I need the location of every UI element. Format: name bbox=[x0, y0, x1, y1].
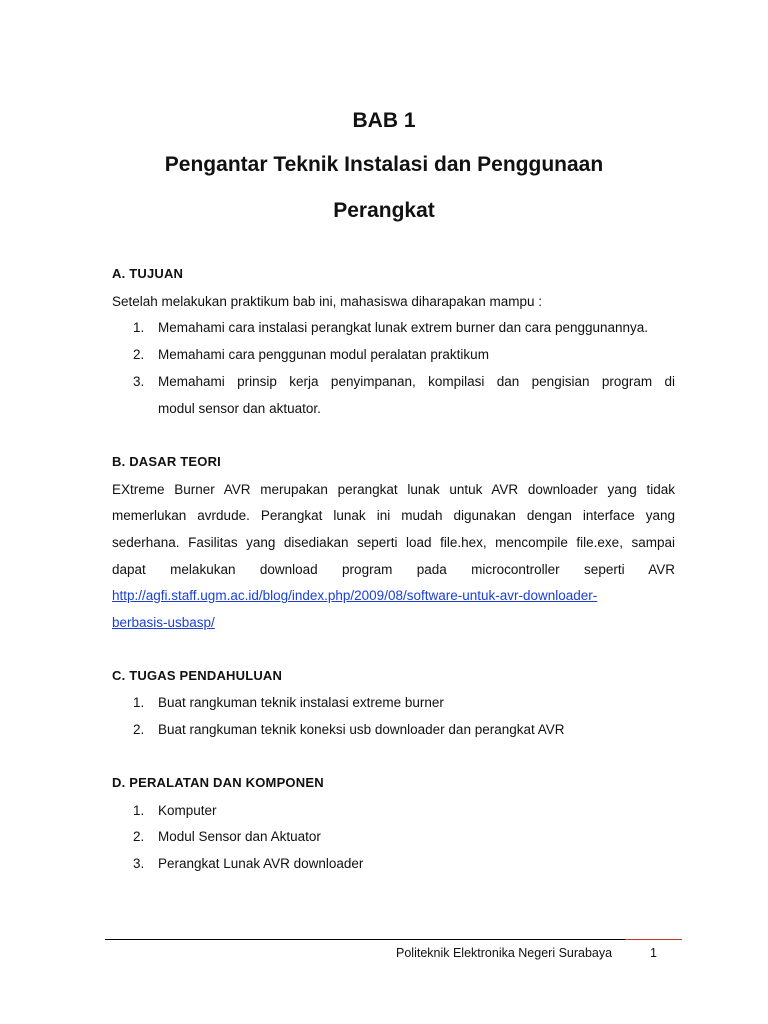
list-item: Buat rangkuman teknik koneksi usb downloader dan perangkat AVR bbox=[158, 722, 565, 737]
section-b-heading: B. DASAR TEORI bbox=[112, 454, 221, 469]
footer-institution: Politeknik Elektronika Negeri Surabaya bbox=[396, 946, 613, 960]
paragraph-line: memerlukan avrdude. Perangkat lunak ini mudah digunakan dengan interface yang bbox=[112, 508, 675, 523]
list-item: Modul Sensor dan Aktuator bbox=[158, 829, 321, 844]
chapter-title-line2: Perangkat bbox=[333, 199, 435, 222]
list-item-number: 1. bbox=[133, 803, 145, 818]
footer-rule bbox=[105, 939, 625, 940]
list-item-continuation: modul sensor dan aktuator. bbox=[158, 401, 321, 416]
list-item-number: 3. bbox=[133, 374, 145, 389]
reference-link[interactable]: http://agfi.staff.ugm.ac.id/blog/index.php/2009/08/software-untuk-avr-downloader- bbox=[112, 588, 598, 603]
list-item-number: 1. bbox=[133, 320, 145, 335]
paragraph-line: EXtreme Burner AVR merupakan perangkat lunak untuk AVR downloader yang tidak bbox=[112, 482, 675, 497]
list-item-number: 2. bbox=[133, 722, 145, 737]
page-number: 1 bbox=[650, 946, 657, 960]
list-item: Memahami cara penggunan modul peralatan praktikum bbox=[158, 347, 489, 362]
chapter-title-line1: Pengantar Teknik Instalasi dan Penggunaan bbox=[164, 153, 604, 176]
footer-rule-accent bbox=[625, 939, 682, 940]
list-item: Perangkat Lunak AVR downloader bbox=[158, 856, 364, 871]
section-a-heading: A. TUJUAN bbox=[112, 266, 184, 281]
reference-link-continuation[interactable]: berbasis-usbasp/ bbox=[112, 615, 215, 630]
list-item: Buat rangkuman teknik instalasi extreme burner bbox=[158, 695, 444, 710]
section-a-intro: Setelah melakukan praktikum bab ini, mahasiswa diharapakan mampu : bbox=[112, 294, 542, 309]
list-item: Memahami prinsip kerja penyimpanan, kompilasi dan pengisian program di bbox=[158, 374, 675, 389]
list-item-number: 1. bbox=[133, 695, 145, 710]
chapter-number: BAB 1 bbox=[352, 109, 416, 132]
paragraph-line: sederhana. Fasilitas yang disediakan seperti load file.hex, mencompile file.exe, sampai bbox=[112, 535, 675, 550]
paragraph-line: dapat melakukan download program pada microcontroller seperti AVR bbox=[112, 562, 675, 577]
list-item-number: 2. bbox=[133, 829, 145, 844]
section-c-heading: C. TUGAS PENDAHULUAN bbox=[112, 668, 283, 683]
list-item-number: 2. bbox=[133, 347, 145, 362]
section-d-heading: D. PERALATAN DAN KOMPONEN bbox=[112, 775, 324, 790]
list-item: Memahami cara instalasi perangkat lunak extrem burner dan cara penggunannya. bbox=[158, 320, 649, 335]
list-item-number: 3. bbox=[133, 856, 145, 871]
list-item: Komputer bbox=[158, 803, 217, 818]
